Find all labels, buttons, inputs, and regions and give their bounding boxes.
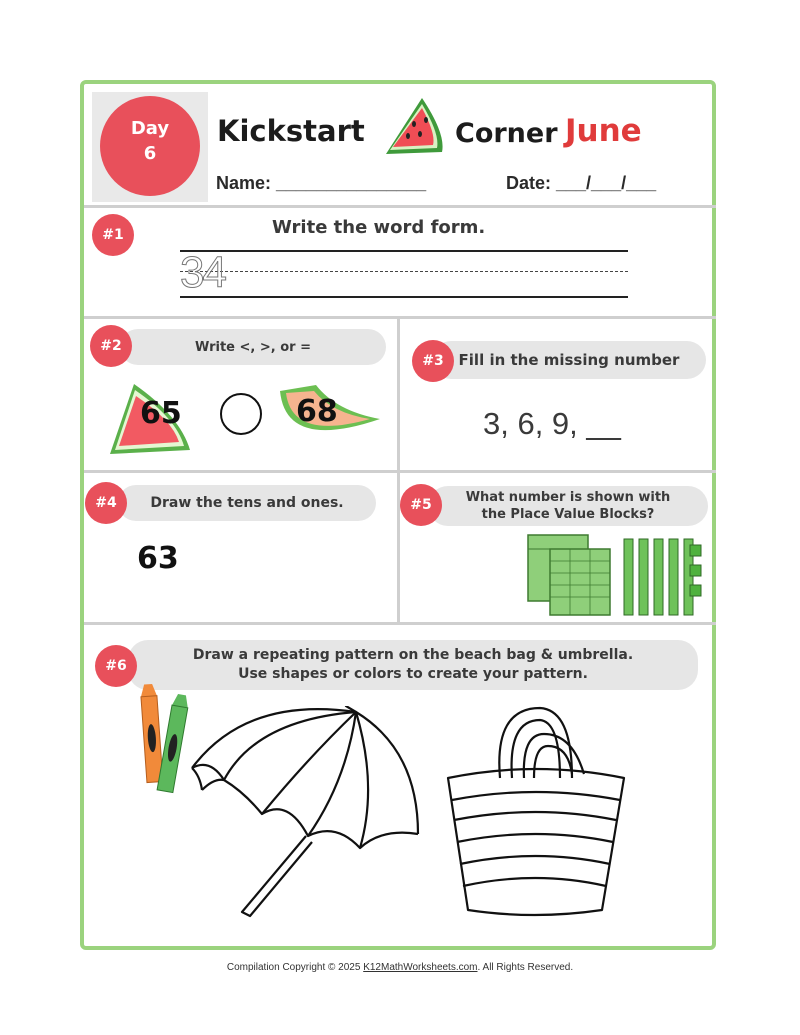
q2-right-number: 68 [296,394,338,429]
date-field[interactable]: Date: ___/___/___ [506,173,657,193]
q1-prompt: Write the word form. [272,217,486,238]
day-badge [100,96,200,196]
q5-prompt-line2: the Place Value Blocks? [481,507,655,522]
trace-number: 34 [180,248,225,297]
q6-prompt-line2: Use shapes or colors to create your pattern. [238,666,588,682]
question-number-4: #4 [85,482,127,524]
number-sequence: 3, 6, 9, __ [483,406,621,441]
question-number-2: #2 [90,325,132,367]
watermelon-icon [380,94,450,170]
title-kickstart: Kickstart [217,114,365,148]
copyright-footer [0,962,800,973]
q2-prompt: Write <, >, or = [194,339,311,355]
q5-prompt-pill [428,486,708,526]
handwriting-lines[interactable] [180,248,628,302]
crayons-icon [138,680,192,802]
title-month: June [565,113,642,149]
beach-bag-outline[interactable] [444,704,628,924]
q4-prompt-pill [118,485,376,521]
day-label: Day [130,118,170,139]
question-number-3: #3 [412,340,454,382]
title-corner: Corner [455,118,558,149]
copyright-suffix: . All Rights Reserved. [477,962,574,973]
copyright-prefix: Compilation Copyright © 2025 [226,962,364,973]
q5-prompt-line1: What number is shown with [465,490,671,505]
name-field[interactable]: Name: _______________ [216,173,427,193]
q6-prompt-pill [128,640,698,690]
beach-umbrella-outline[interactable] [186,706,452,922]
q6-prompt-line1: Draw a repeating pattern on the beach bag & umbrella. [192,647,634,663]
divider-row3 [84,622,716,625]
comparison-circle[interactable] [220,393,262,435]
divider-header [84,205,716,208]
q2-prompt-pill [120,329,386,365]
q3-prompt: Fill in the missing number [458,351,680,369]
divider-row1 [84,316,716,319]
q4-prompt: Draw the tens and ones. [150,495,344,511]
q3-prompt-pill [432,341,706,379]
question-number-6: #6 [95,645,137,687]
q2-left-number: 65 [140,396,182,431]
place-value-blocks-icon [526,531,712,621]
day-number: 6 [143,143,157,164]
copyright-link[interactable]: K12MathWorksheets.com [363,962,478,973]
question-number-5: #5 [400,484,442,526]
divider-row2 [84,470,716,473]
q4-number: 63 [137,541,179,576]
question-number-1: #1 [92,214,134,256]
